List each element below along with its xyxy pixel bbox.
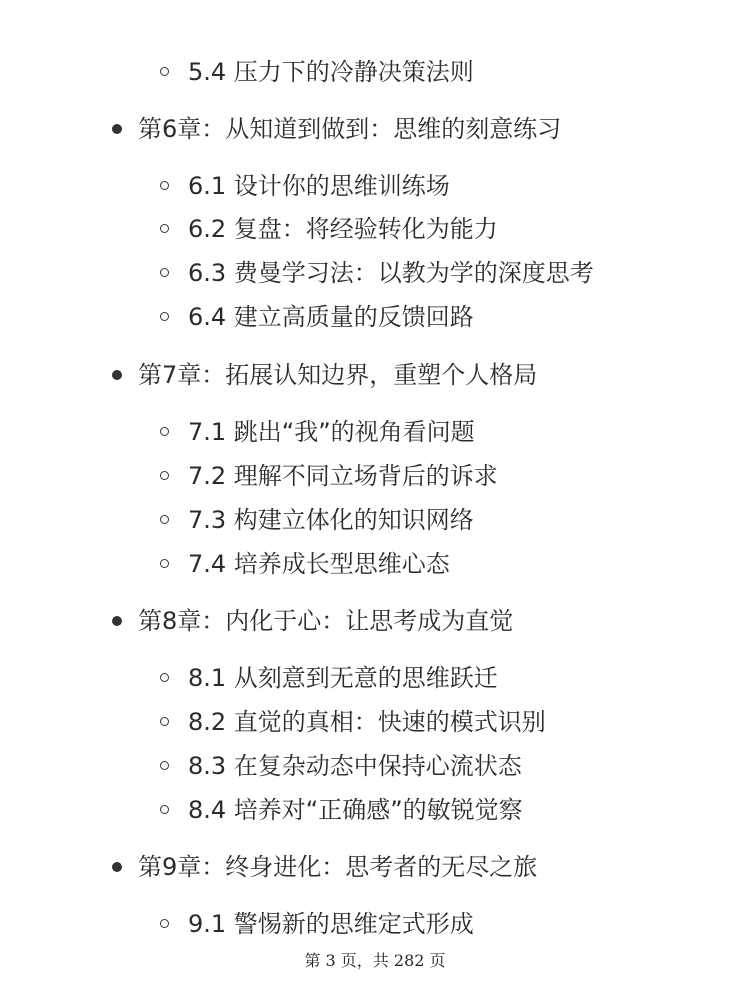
filled-circle-bullet-icon <box>112 862 122 872</box>
hollow-circle-bullet-icon <box>160 761 169 770</box>
hollow-circle-bullet-icon <box>160 471 169 480</box>
toc-section-label: 5.4 压力下的冷静决策法则 <box>188 58 474 86</box>
hollow-circle-bullet-icon <box>160 224 169 233</box>
filled-circle-bullet-icon <box>112 370 122 380</box>
toc-chapter-label: 第6章：从知道到做到：思维的刻意练习 <box>138 115 562 143</box>
toc-chapter-label: 第9章：终身进化：思考者的无尽之旅 <box>138 853 538 881</box>
filled-circle-bullet-icon <box>112 616 122 626</box>
toc-section-label: 8.4 培养对“正确感”的敏锐觉察 <box>188 796 523 824</box>
hollow-circle-bullet-icon <box>160 717 169 726</box>
hollow-circle-bullet-icon <box>160 268 169 277</box>
hollow-circle-bullet-icon <box>160 67 169 76</box>
toc-section-label: 6.4 建立高质量的反馈回路 <box>188 303 474 331</box>
hollow-circle-bullet-icon <box>160 312 169 321</box>
hollow-circle-bullet-icon <box>160 427 169 436</box>
page-number-footer: 第 3 页，共 282 页 <box>304 951 446 970</box>
toc-section-label: 8.2 直觉的真相：快速的模式识别 <box>188 708 546 736</box>
hollow-circle-bullet-icon <box>160 559 169 568</box>
toc-chapter-label: 第8章：内化于心：让思考成为直觉 <box>138 607 514 635</box>
hollow-circle-bullet-icon <box>160 919 169 928</box>
toc-section-label: 6.3 费曼学习法：以教为学的深度思考 <box>188 259 594 287</box>
hollow-circle-bullet-icon <box>160 805 169 814</box>
toc-section-label: 6.2 复盘：将经验转化为能力 <box>188 215 498 243</box>
toc-section-label: 7.2 理解不同立场背后的诉求 <box>188 462 498 490</box>
toc-section-label: 7.4 培养成长型思维心态 <box>188 550 450 578</box>
hollow-circle-bullet-icon <box>160 673 169 682</box>
hollow-circle-bullet-icon <box>160 515 169 524</box>
toc-section-label: 6.1 设计你的思维训练场 <box>188 172 450 200</box>
filled-circle-bullet-icon <box>112 124 122 134</box>
toc-section-label: 7.1 跳出“我”的视角看问题 <box>188 418 475 446</box>
toc-section-label: 8.3 在复杂动态中保持心流状态 <box>188 752 522 780</box>
toc-section-label: 7.3 构建立体化的知识网络 <box>188 506 474 534</box>
hollow-circle-bullet-icon <box>160 181 169 190</box>
toc-section-label: 9.1 警惕新的思维定式形成 <box>188 910 474 938</box>
toc-chapter-label: 第7章：拓展认知边界，重塑个人格局 <box>138 361 538 389</box>
toc-section-label: 8.1 从刻意到无意的思维跃迁 <box>188 664 498 692</box>
